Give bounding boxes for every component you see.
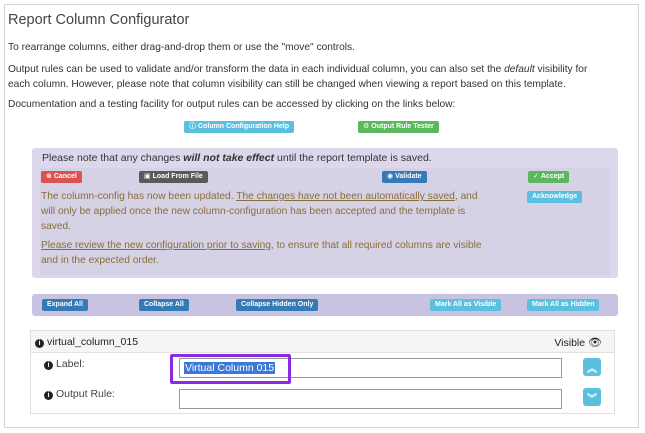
rules-text-emphasis: default <box>504 64 535 75</box>
column-name <box>35 336 138 348</box>
load-from-file-button[interactable] <box>139 171 208 183</box>
notice-heading <box>42 152 432 164</box>
docs-text: Documentation and a testing facility for output rules can be accessed by clicking on the links below: <box>8 99 456 110</box>
info-circle-icon: i <box>35 339 44 348</box>
mark-all-visible-button[interactable] <box>430 299 501 311</box>
warning-part: will only be applied once the new column-configuration has been accepted and the template is <box>41 206 466 217</box>
column-config-help-label: Column Configuration Help <box>198 123 289 130</box>
cancel-button[interactable] <box>41 171 82 183</box>
output-rule-input[interactable] <box>179 389 562 409</box>
output-rule-tester-label: Output Rule Tester <box>371 123 434 130</box>
info-circle-icon: i <box>44 391 53 400</box>
notice-heading-emphasis: will not take effect <box>183 152 275 164</box>
accept-button[interactable] <box>528 171 569 183</box>
warning-part: and in the expected order. <box>41 255 159 266</box>
acknowledge-label: Acknowledge <box>532 193 578 200</box>
label-input-value: Virtual Column 015 <box>185 362 275 374</box>
label-caption-text: Label: <box>56 358 85 370</box>
chevron-double-down-icon: ︾ <box>587 393 597 405</box>
accept-label: Accept <box>540 173 565 180</box>
page-title: Report Column Configurator <box>8 12 190 28</box>
warning-part: The column-config has now been updated. <box>41 191 237 202</box>
collapse-all-button[interactable] <box>139 299 189 311</box>
warning-underline: The changes have not been automatically saved <box>236 191 455 202</box>
output-rule-caption <box>44 388 115 400</box>
move-down-button[interactable] <box>583 388 601 406</box>
eye-icon: ◉ <box>387 173 394 180</box>
column-config-help-button[interactable] <box>184 121 294 133</box>
validate-button[interactable] <box>382 171 427 183</box>
config-updated-warning <box>41 189 521 234</box>
chevron-double-up-icon: ︽ <box>587 363 597 375</box>
warning-part: , to ensure that all required columns are visible <box>270 240 482 251</box>
review-config-warning <box>41 238 521 268</box>
acknowledge-button[interactable] <box>527 191 582 203</box>
column-name-text: virtual_column_015 <box>47 336 139 348</box>
times-circle-icon: ⊗ <box>46 173 52 180</box>
mark-all-hidden-button[interactable] <box>527 299 599 311</box>
save-icon: ▣ <box>144 173 151 180</box>
output-rule-caption-text: Output Rule: <box>56 388 115 400</box>
highlight-box <box>170 354 291 384</box>
collapse-hidden-only-button[interactable] <box>236 299 318 311</box>
rules-text-part: visibility for <box>534 64 588 75</box>
column-panel-header[interactable] <box>31 331 614 353</box>
warning-underline: Please review the new configuration prior to saving <box>41 240 271 251</box>
label-field-caption <box>44 358 85 370</box>
check-circle-icon: ✓ <box>533 173 539 180</box>
notice-heading-part: until the report template is saved. <box>274 152 432 164</box>
mark-all-visible-label: Mark All as Visible <box>435 301 497 308</box>
visibility-label: Visible <box>554 337 586 349</box>
intro-text: To rearrange columns, either drag-and-drop them or use the "move" controls. <box>8 42 355 53</box>
expand-all-label: Expand All <box>47 301 83 308</box>
output-rule-tester-button[interactable] <box>358 121 439 133</box>
eye-icon: 👁 <box>588 337 602 349</box>
notice-heading-part: Please note that any changes <box>42 152 184 164</box>
warning-part: , and <box>454 191 478 202</box>
load-from-file-label: Load From File <box>152 173 203 180</box>
info-circle-icon: i <box>44 361 53 370</box>
visibility-toggle[interactable] <box>554 336 602 349</box>
collapse-all-label: Collapse All <box>144 301 184 308</box>
info-circle-icon: ⓘ <box>189 123 196 130</box>
warning-part: saved. <box>41 221 72 232</box>
rules-text <box>8 62 630 92</box>
rules-text-part: Output rules can be used to validate and/or transform the data in each individual column, you can also set the <box>8 64 505 75</box>
expand-all-button[interactable] <box>42 299 88 311</box>
mark-all-hidden-label: Mark All as Hidden <box>532 301 595 308</box>
collapse-hidden-only-label: Collapse Hidden Only <box>241 301 314 308</box>
rules-text-part: each column. However, please note that column visibility can still be changed when viewing a report based on this template. <box>8 79 566 90</box>
cancel-label: Cancel <box>53 173 77 180</box>
move-up-button[interactable] <box>583 358 601 376</box>
cogs-icon: ⚙ <box>363 123 370 130</box>
validate-label: Validate <box>395 173 422 180</box>
